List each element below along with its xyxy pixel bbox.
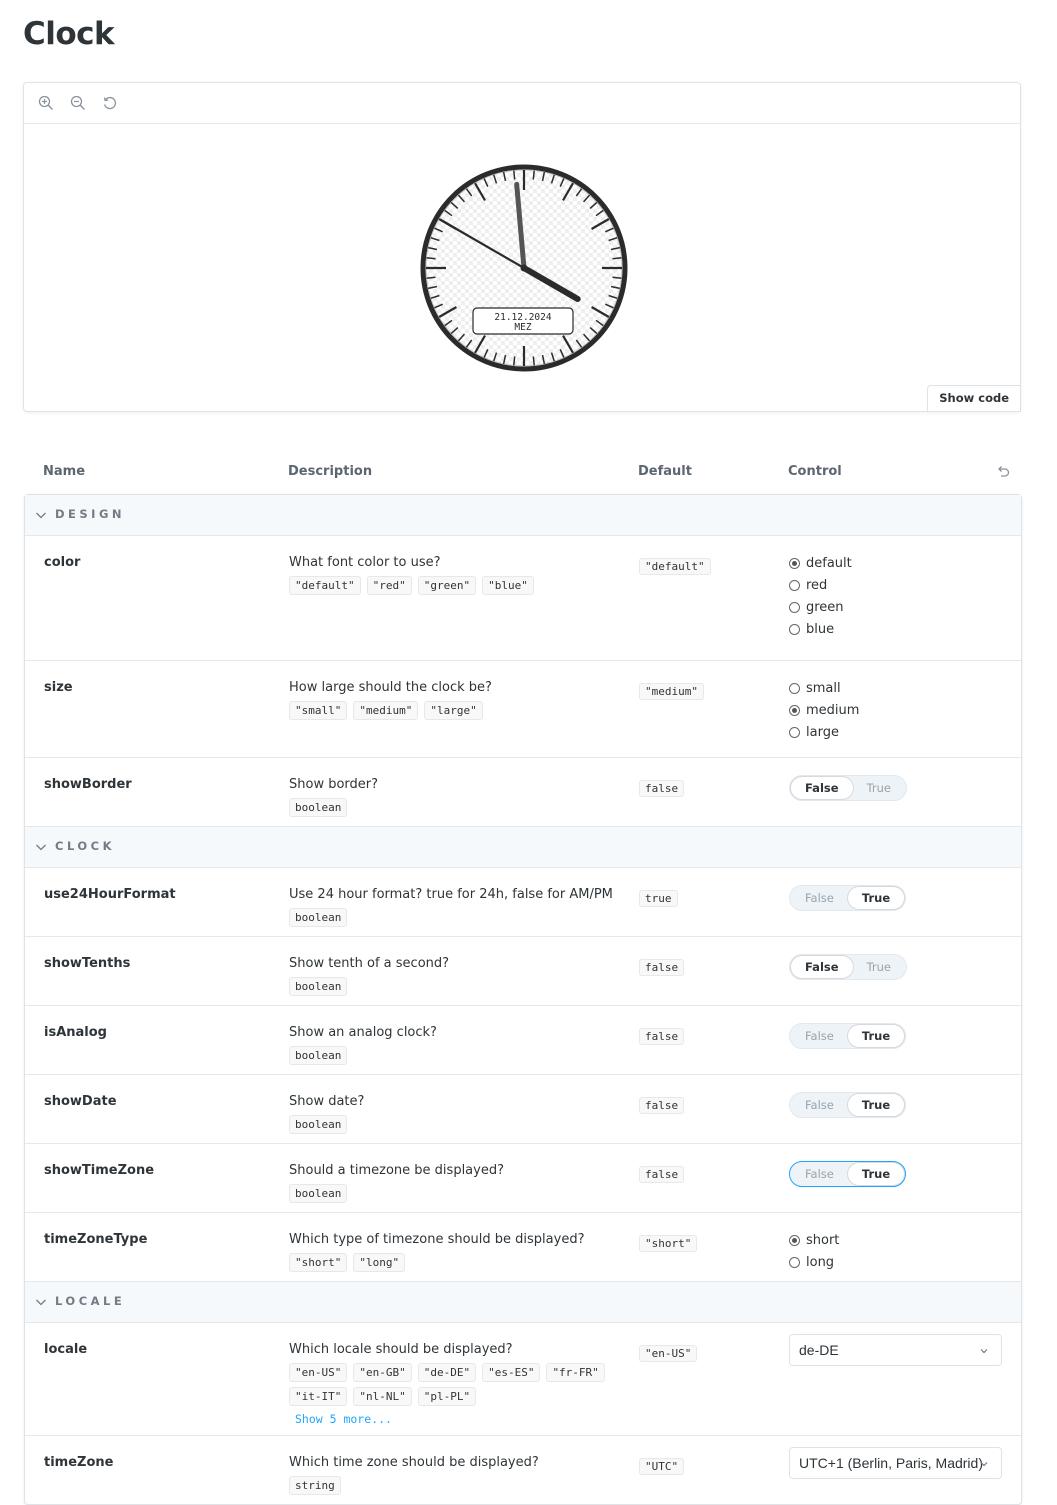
chevron-down-icon <box>979 1346 989 1356</box>
arg-control <box>789 1094 906 1118</box>
radio-option-large[interactable] <box>789 718 859 746</box>
chevron-down-icon <box>979 1459 989 1469</box>
arg-control <box>789 777 907 801</box>
type-chip: "it-IT" <box>289 1387 347 1406</box>
radio-label: red <box>806 577 828 593</box>
minute-tick <box>514 357 515 366</box>
radio-button[interactable] <box>789 602 800 613</box>
type-chip: "pl-PL" <box>418 1387 476 1406</box>
type-chips <box>289 977 619 996</box>
type-chip: boolean <box>289 1184 347 1203</box>
arg-description <box>289 1163 619 1203</box>
type-chip: "large" <box>424 701 482 720</box>
radio-label: long <box>806 1254 835 1270</box>
default-value-chip: false <box>639 1028 684 1045</box>
description-text: What font color to use? <box>289 555 441 570</box>
arg-default <box>639 1232 697 1251</box>
arg-row-timeZoneType <box>25 1213 1021 1282</box>
boolean-toggle[interactable] <box>789 1092 906 1118</box>
show-code-button[interactable]: Show code <box>927 385 1021 412</box>
toggle-true[interactable]: True <box>866 781 891 795</box>
reset-controls-icon[interactable] <box>995 464 1011 480</box>
arg-row-timeZone <box>25 1436 1021 1504</box>
arg-row-showBorder <box>25 758 1021 827</box>
section-design[interactable] <box>25 495 1021 536</box>
arg-default <box>639 956 684 975</box>
boolean-toggle[interactable] <box>789 1161 906 1187</box>
radio-button[interactable] <box>789 580 800 591</box>
arg-name: showDate <box>44 1094 117 1109</box>
type-chip: "small" <box>289 701 347 720</box>
args-table-header <box>23 458 1023 488</box>
boolean-toggle[interactable] <box>789 775 907 801</box>
type-chip: "de-DE" <box>418 1363 476 1382</box>
arg-description <box>289 1025 619 1065</box>
arg-control <box>789 1342 1002 1366</box>
radio-option-blue[interactable] <box>789 615 852 643</box>
arg-control <box>789 1455 1002 1479</box>
arg-name: timeZone <box>44 1455 114 1470</box>
type-chip: "en-US" <box>289 1363 347 1382</box>
radio-label: small <box>806 680 841 696</box>
arg-description <box>289 777 619 817</box>
description-text: Show an analog clock? <box>289 1025 437 1040</box>
arg-control <box>789 1163 906 1187</box>
type-chip: boolean <box>289 798 347 817</box>
arg-control <box>789 887 906 911</box>
clock-timezone: MEZ <box>514 322 532 333</box>
type-chips <box>289 1115 619 1134</box>
minute-tick <box>427 277 436 278</box>
default-value-chip: false <box>639 1097 684 1114</box>
type-chip: "blue" <box>482 576 534 595</box>
section-locale[interactable] <box>25 1282 1021 1323</box>
radio-button[interactable] <box>789 727 800 738</box>
arg-name: isAnalog <box>44 1025 107 1040</box>
clock-date: 21.12.2024 <box>494 312 552 323</box>
section-label: LOCALE <box>55 1294 126 1308</box>
description-text: How large should the clock be? <box>289 680 492 695</box>
radio-label: default <box>806 555 852 571</box>
arg-row-use24HourFormat <box>25 868 1021 937</box>
arg-row-showTenths <box>25 937 1021 1006</box>
default-value-chip: "UTC" <box>639 1458 684 1475</box>
default-value-chip: "en-US" <box>639 1345 697 1362</box>
type-chips <box>289 576 619 595</box>
type-chips <box>289 908 619 927</box>
description-text: Show tenth of a second? <box>289 956 450 971</box>
type-chips <box>289 1253 619 1272</box>
minute-tick <box>613 258 622 259</box>
arg-name: size <box>44 680 73 695</box>
toggle-true[interactable]: True <box>848 887 904 909</box>
toggle-false[interactable]: False <box>805 1029 834 1043</box>
boolean-toggle[interactable] <box>789 954 907 980</box>
radio-label: short <box>806 1232 840 1248</box>
arg-control <box>789 555 852 643</box>
type-chip: "green" <box>418 576 476 595</box>
default-value-chip: "short" <box>639 1235 697 1252</box>
toggle-true[interactable]: True <box>848 1163 904 1185</box>
arg-name: locale <box>44 1342 88 1357</box>
arg-default <box>639 1163 684 1182</box>
toggle-false[interactable]: False <box>791 777 853 799</box>
section-label: DESIGN <box>55 507 126 521</box>
type-chip: "medium" <box>353 701 418 720</box>
type-chip: boolean <box>289 1046 347 1065</box>
arg-row-showDate <box>25 1075 1021 1144</box>
toggle-false[interactable]: False <box>805 891 834 905</box>
type-chip: "red" <box>367 576 412 595</box>
arg-name: timeZoneType <box>44 1232 148 1247</box>
minute-tick <box>533 171 534 180</box>
boolean-toggle[interactable] <box>789 885 906 911</box>
arg-row-color <box>25 536 1021 661</box>
arg-name: use24HourFormat <box>44 887 176 902</box>
arg-default <box>639 1455 684 1474</box>
arg-description <box>289 680 619 720</box>
description-text: Should a timezone be displayed? <box>289 1163 504 1178</box>
type-chip: string <box>289 1476 341 1495</box>
radio-button[interactable] <box>789 624 800 635</box>
type-chip: "es-ES" <box>482 1363 540 1382</box>
arg-description <box>289 1232 619 1272</box>
arg-name: showTimeZone <box>44 1163 155 1178</box>
chevron-down-icon <box>35 1296 47 1308</box>
radio-label: large <box>806 724 839 740</box>
toggle-false[interactable]: False <box>805 1167 834 1181</box>
type-chip: boolean <box>289 977 347 996</box>
radio-label: medium <box>806 702 860 718</box>
args-table <box>24 494 1022 1505</box>
arg-default <box>639 777 684 796</box>
header-control: Control <box>788 464 842 479</box>
arg-control <box>789 1025 906 1049</box>
arg-description <box>289 887 619 927</box>
select-value: UTC+1 (Berlin, Paris, Madrid) <box>799 1455 983 1471</box>
arg-row-locale <box>25 1323 1021 1436</box>
minute-tick <box>613 277 622 278</box>
toggle-true[interactable]: True <box>866 960 891 974</box>
description-text: Use 24 hour format? true for 24h, false for AM/PM <box>289 887 613 902</box>
arg-default <box>639 555 711 574</box>
toggle-true[interactable]: True <box>848 1094 904 1116</box>
type-chip: "long" <box>353 1253 405 1272</box>
type-chips <box>289 798 619 817</box>
arg-row-showTimeZone <box>25 1144 1021 1213</box>
section-clock[interactable] <box>25 827 1021 868</box>
arg-default <box>639 1342 697 1361</box>
type-chips <box>289 1046 619 1065</box>
toggle-false[interactable]: False <box>805 1098 834 1112</box>
description-text: Which type of timezone should be displayed? <box>289 1232 585 1247</box>
arg-row-isAnalog <box>25 1006 1021 1075</box>
type-chips <box>289 1363 619 1406</box>
type-chip: "short" <box>289 1253 347 1272</box>
arg-default <box>639 680 704 699</box>
header-name: Name <box>43 464 86 479</box>
default-value-chip: false <box>639 780 684 797</box>
description-text: Which locale should be displayed? <box>289 1342 513 1357</box>
arg-description <box>289 555 619 595</box>
chevron-down-icon <box>35 841 47 853</box>
arg-row-size <box>25 661 1021 758</box>
arg-control <box>789 680 859 746</box>
arg-description <box>289 956 619 996</box>
radio-label: blue <box>806 621 835 637</box>
header-description: Description <box>288 464 373 479</box>
radio-button[interactable] <box>789 683 800 694</box>
zoom-in-icon[interactable] <box>36 93 56 113</box>
minute-tick <box>533 357 534 366</box>
minute-tick <box>514 171 515 180</box>
radio-button[interactable] <box>789 558 800 569</box>
default-value-chip: false <box>639 1166 684 1183</box>
type-chip: "fr-FR" <box>546 1363 604 1382</box>
type-chips <box>289 701 619 720</box>
select-locale[interactable] <box>789 1334 1002 1366</box>
header-default: Default <box>638 464 692 479</box>
default-value-chip: true <box>639 890 678 907</box>
chevron-down-icon <box>35 509 47 521</box>
toggle-false[interactable]: False <box>791 956 853 978</box>
preview-canvas <box>23 82 1021 412</box>
preview-toolbar <box>24 83 1020 124</box>
toggle-true[interactable]: True <box>848 1025 904 1047</box>
arg-default <box>639 1025 684 1044</box>
description-text: Show date? <box>289 1094 365 1109</box>
zoom-out-icon[interactable] <box>68 93 88 113</box>
radio-button[interactable] <box>789 705 800 716</box>
page-title: Clock <box>23 16 115 52</box>
show-more-link[interactable]: Show 5 more... <box>295 1412 392 1426</box>
type-chip: "en-GB" <box>353 1363 411 1382</box>
type-chip: "nl-NL" <box>353 1387 411 1406</box>
default-value-chip: false <box>639 959 684 976</box>
arg-control <box>789 956 907 980</box>
section-label: CLOCK <box>55 839 115 853</box>
arg-name: color <box>44 555 81 570</box>
arg-control <box>789 1232 839 1276</box>
arg-description <box>289 1342 619 1426</box>
description-text: Which time zone should be displayed? <box>289 1455 539 1470</box>
arg-description <box>289 1094 619 1134</box>
reset-zoom-icon[interactable] <box>100 93 120 113</box>
default-value-chip: "default" <box>639 558 711 575</box>
type-chip: boolean <box>289 1115 347 1134</box>
default-value-chip: "medium" <box>639 683 704 700</box>
arg-name: showBorder <box>44 777 132 792</box>
arg-default <box>639 887 678 906</box>
boolean-toggle[interactable] <box>789 1023 906 1049</box>
select-value: de-DE <box>799 1342 839 1358</box>
analog-clock <box>417 161 631 375</box>
radio-label: green <box>806 599 844 615</box>
radio-button[interactable] <box>789 1257 800 1268</box>
arg-description <box>289 1455 619 1495</box>
radio-button[interactable] <box>789 1235 800 1246</box>
arg-default <box>639 1094 684 1113</box>
type-chips <box>289 1476 619 1495</box>
type-chip: "default" <box>289 576 361 595</box>
radio-option-long[interactable] <box>789 1248 839 1276</box>
type-chip: boolean <box>289 908 347 927</box>
description-text: Show border? <box>289 777 379 792</box>
arg-name: showTenths <box>44 956 131 971</box>
minute-tick <box>427 258 436 259</box>
select-timeZone[interactable] <box>789 1447 1002 1479</box>
type-chips <box>289 1184 619 1203</box>
